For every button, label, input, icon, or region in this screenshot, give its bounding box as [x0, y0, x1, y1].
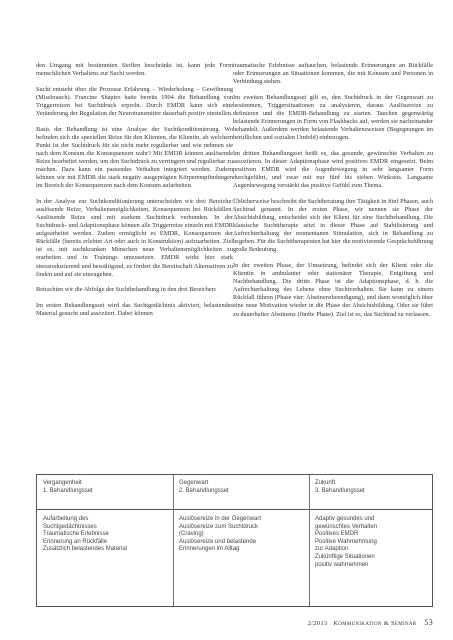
cell-line: Auslösereize und belastende — [179, 538, 257, 545]
paragraph: Basis der Behandlung ist eine Analyse der Suchtkonditionierung. Wo befinden sich die speziellen Reize für den Klienten, die Klientin, ab welchem Punkt ist der Suchtdruck für sie nicht mehr regulierbar und wie nehmen sie nach dem Konsum die Konsequenzen wahr? Mit EMDR können auslösende Reize bearbeitet werden, um den Suchtdruck zu verringern und regulierbar zu machen. Dazu kann ein passendes Verhalten integriert werden. Zudem können wir mit EMDR die stark negativ ausgeprägten Körperempfindungen im Bereich der Konsequenzen nach dem Konsum aufarbeiten. — [36, 125, 233, 190]
paragraph: Im dritten Behandlungsset heißt es, das gesunde, gewünschte Verhalten zu assoziieren. In dieser Adaptionsphase wird positives EMDR eingesetzt. Beim positiven EMDR wird die Augenbewegung in sehr langsamer Form durchgeführt, und zwar mit nur fünf bis sieben Winksets. Langsame Augenbewegung verstärkt das positive Gefühl zum Thema. — [233, 149, 433, 190]
cell-line: Traumatische Erlebnisse — [43, 531, 109, 538]
cell-line: gewünschtes Verhalten — [315, 523, 378, 530]
header-title: Zukunft — [315, 480, 336, 486]
cell-line: Adaptiv gesundes und — [315, 516, 375, 522]
header-title: Gegenwart — [179, 480, 209, 486]
table-header-past — [43, 480, 168, 495]
paragraph: Üblicherweise beschreibt die Suchtberatung ihre Tätigkeit in fünf Phasen, auch Suchtrad genannt. In der ersten Phase, wir nennen sie Phase der Absichtsbildung, entscheidet sich der Klient für eine Suchtbehandlung. Die klassische Suchttherapie setzt in dieser Phase auf Stabilisierung und Aufrechterhaltung der momentanen Stimulation, sich in Behandlung zu begeben. Für die Suchttherapeuten hat hier die motivierende Gesprächsführung große Bedeutung. — [233, 197, 433, 254]
table-header-future — [315, 480, 431, 495]
cell-line: Zusätzlich belastendes Material — [43, 546, 128, 553]
paragraph: In der zweiten Phase, der Umsetzung, befindet sich der Klient oder die Klientin in ambulanter oder stationärer Therapie, Entgiftung und Nachbehandlung. Die dritte Phase ist die Adaptionsphase, d. h. die Aufrechterhaltung des Lebens ohne Suchtverhalten. Sie kann zu einem Rückfall führen (Phase vier: Abstinenzbeendigung), und dann womöglich über eine neue Motivation wieder in die Phase der Absichtsbildung. Oder sie führt zu dauerhafter Abstinenz (fünfte Phase). Ziel ist es, das Suchtrad zu verlassen. — [233, 261, 433, 318]
issue-number: 2/2013 — [307, 620, 328, 627]
header-subtitle: 1. Behandlungsset — [43, 487, 93, 494]
right-text-column — [233, 62, 433, 326]
page-footer — [308, 618, 433, 627]
cell-line: Positives EMDR — [315, 531, 359, 538]
treatment-phases-table — [36, 474, 433, 607]
table-cell-present — [179, 516, 305, 554]
paragraph: Sucht entsteht über die Prozesse Erfahrung – Wiederholung – Gewöhnung (Missbrauch). Francine Shapiro hatte bereits 1994 die Behandlung von Triggerreizen bei Suchtdruck erprobt. Durch EMDR kann sich eine Veränderung der Regulation der Neurotransmitter dauerhaft positiv einstellen. — [36, 85, 233, 117]
cell-line: Aufarbeitung des — [43, 516, 89, 522]
cell-line: Suchtgedächtnisses — [43, 523, 97, 530]
header-subtitle: 3. Behandlungsset — [315, 487, 365, 494]
cell-line: Positive Wahrnehmung — [315, 538, 377, 545]
table-cell-past — [43, 516, 168, 554]
paragraph: traumatische Erlebnisse auftauchen, belastende Erinnerungen an Rückfälle oder Erinnerungen an Situationen kommen, die mit Konsum und Personen in Verbindung stehen. — [233, 62, 433, 86]
paragraph: Betrachten wir die Abfolge der Suchtbehandlung in den drei Bereichen: — [36, 286, 217, 294]
cell-line: Erinnerung an Rückfälle — [43, 538, 108, 545]
table-header-row — [37, 475, 432, 510]
table-header-present — [179, 480, 305, 495]
cell-line: Auslösereize in der Gegenwart — [179, 516, 262, 522]
cell-line: positiv wahrnehmen — [315, 561, 369, 568]
table-body-row — [37, 509, 432, 606]
paragraph: Im ersten Behandlungsset wird das Suchtgedächtnis aktiviert, belastendes Material gesucht und assoziiert. Dabei können — [36, 301, 233, 317]
header-subtitle: 2. Behandlungsset — [179, 487, 229, 494]
cell-line: Auslösereize zum Suchtdruck — [179, 523, 259, 530]
table-cell-future — [315, 516, 431, 569]
cell-line: zur Adaption — [315, 546, 349, 553]
cell-line: Zukünftige Situationen — [315, 553, 375, 560]
journal-name: Kommunikation & Seminar — [333, 620, 417, 627]
cell-line: Erinnerungen im Alltag — [179, 546, 240, 553]
cell-line: (Craving) — [179, 531, 204, 538]
left-text-column — [36, 62, 233, 326]
paragraph: Im zweiten Behandlungsset gilt es, den Suchtdruck in der Gegenwart zu bestimmen, Triggersituationen zu analysieren, daraus Auslösereize zu definieren und die EMDR-Behandlung zu starten. Tauchen gegenwärtig belastende Erinnerungen in Form von Flashbacks auf, werden sie nacheinander behandelt. Außerdem werden belastende Verhaltensweisen (Begegnungen im beruflichen und sozialen Umfeld) einbezogen. — [233, 93, 433, 142]
paragraph: In der Analyse zur Suchtkonditionierung unterscheiden wir drei Bereiche: auslösende Reize, Verhaltensmöglichkeiten, Konsequenzen bei Rückfällen. Auslösende Reize sind mit starkem Suchtdruck verbunden. In der Suchtdruck- und Adaptionsphase können alle Triggerreize einzeln mit EMDR aufgearbeitet werden. Zudem ermöglicht es EMDR, Konsequenzen der Rückfälle (bereits erlebter Art oder auch in Konstruktion) aufzuarbeiten. Ziel ist es, mit suchtkranken Menschen neue Verhaltensmöglichkeiten zu erarbeiten und in Trainings umzusetzen. EMDR wirkt hier stark stressreduzierend und bewältigend, es fördert die Bereitschaft Alternativen zu finden und auf sie einzugehen. — [36, 197, 233, 278]
paragraph: den Umgang mit bestimmten Stoffen beschränkt ist, kann jede Form menschlichen Verhaltens zur Sucht werden. — [36, 62, 233, 78]
page-number: 53 — [424, 618, 433, 627]
header-title: Vergangenheit — [43, 480, 82, 486]
